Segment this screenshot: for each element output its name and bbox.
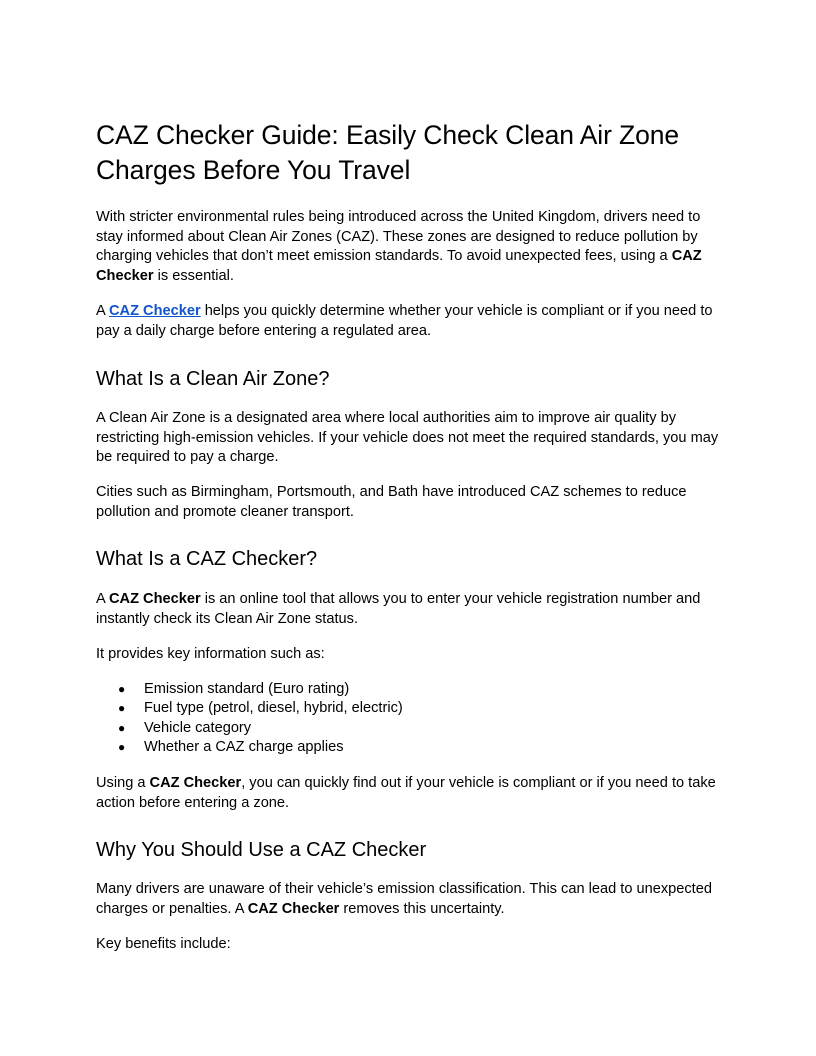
intro-text-2a: A <box>96 303 109 319</box>
section-heading-why-use: Why You Should Use a CAZ Checker <box>96 839 427 861</box>
caz-checker-link[interactable]: CAZ Checker <box>108 303 201 319</box>
list-item-text: Fuel type (petrol, diesel, hybrid, electric) <box>144 700 403 717</box>
intro-text-1a: With stricter environmental rules being introduced across the United Kingdom, drivers need to stay informed about Clean Air Zones (CAZ). These zones are designed to reduce pollution by charging vehicles that don’t meet emission standards. To avoid unexpected fees, using a <box>96 209 701 265</box>
section2-text-1a: A <box>96 591 109 607</box>
section2-bold-1: CAZ Checker <box>108 591 201 607</box>
list-item-text: Whether a CAZ charge applies <box>144 739 344 756</box>
section3-text-1b: removes this uncertainty. <box>339 900 505 917</box>
intro-paragraph-2 <box>96 302 724 341</box>
section1-paragraph-1: A Clean Air Zone is a designated area where local authorities aim to improve air quality by restricting high-emission vehicles. If your vehicle does not meet the required standards, you may be required to pay a charge. <box>96 410 719 466</box>
intro-bold-1: CAZ Checker <box>96 248 702 284</box>
intro-paragraph-1 <box>96 208 724 286</box>
section3-text-1a: Many drivers are unaware of their vehicle’s emission classification. This can lead to unexpected charges or penalties. A <box>96 881 712 917</box>
section-heading-caz-checker: What Is a CAZ Checker? <box>96 548 318 570</box>
bullet-icon: ● <box>118 720 126 735</box>
list-item-text: Emission standard (Euro rating) <box>144 681 350 697</box>
document-title: CAZ Checker Guide: Easily Check Clean Air Zone Charges Before You Travel <box>96 120 680 185</box>
section2-text-3b: , you can quickly find out if your vehicle is compliant or if you need to take action before entering a zone. <box>96 775 716 811</box>
section2-text-3a: Using a <box>96 775 150 791</box>
section3-paragraph-1 <box>96 880 724 919</box>
intro-text-2b: helps you quickly determine whether your vehicle is compliant or if you need to pay a daily charge before entering a regulated area. <box>96 303 713 339</box>
section3-paragraph-2: Key benefits include: <box>96 936 231 952</box>
list-item <box>96 719 724 738</box>
section2-text-1b: is an online tool that allows you to enter your vehicle registration number and instantly check its Clean Air Zone status. <box>96 591 701 627</box>
section2-paragraph-3 <box>96 774 724 813</box>
section-heading-clean-air-zone: What Is a Clean Air Zone? <box>96 368 330 390</box>
bullet-icon: ● <box>118 740 126 755</box>
list-item <box>96 680 724 699</box>
section3-bold-1: CAZ Checker <box>247 900 340 917</box>
list-item <box>96 738 724 757</box>
list-item <box>96 699 724 718</box>
list-item-text: Vehicle category <box>144 719 252 736</box>
section2-paragraph-1 <box>96 590 724 629</box>
section2-bold-3: CAZ Checker <box>149 775 242 791</box>
section1-paragraph-2: Cities such as Birmingham, Portsmouth, and Bath have introduced CAZ schemes to reduce pollution and promote cleaner transport. <box>96 484 687 520</box>
bullet-icon: ● <box>118 682 126 696</box>
section2-paragraph-2: It provides key information such as: <box>96 646 325 662</box>
bullet-icon: ● <box>118 701 126 716</box>
key-information-list <box>96 680 724 758</box>
intro-text-1b: is essential. <box>153 267 234 284</box>
